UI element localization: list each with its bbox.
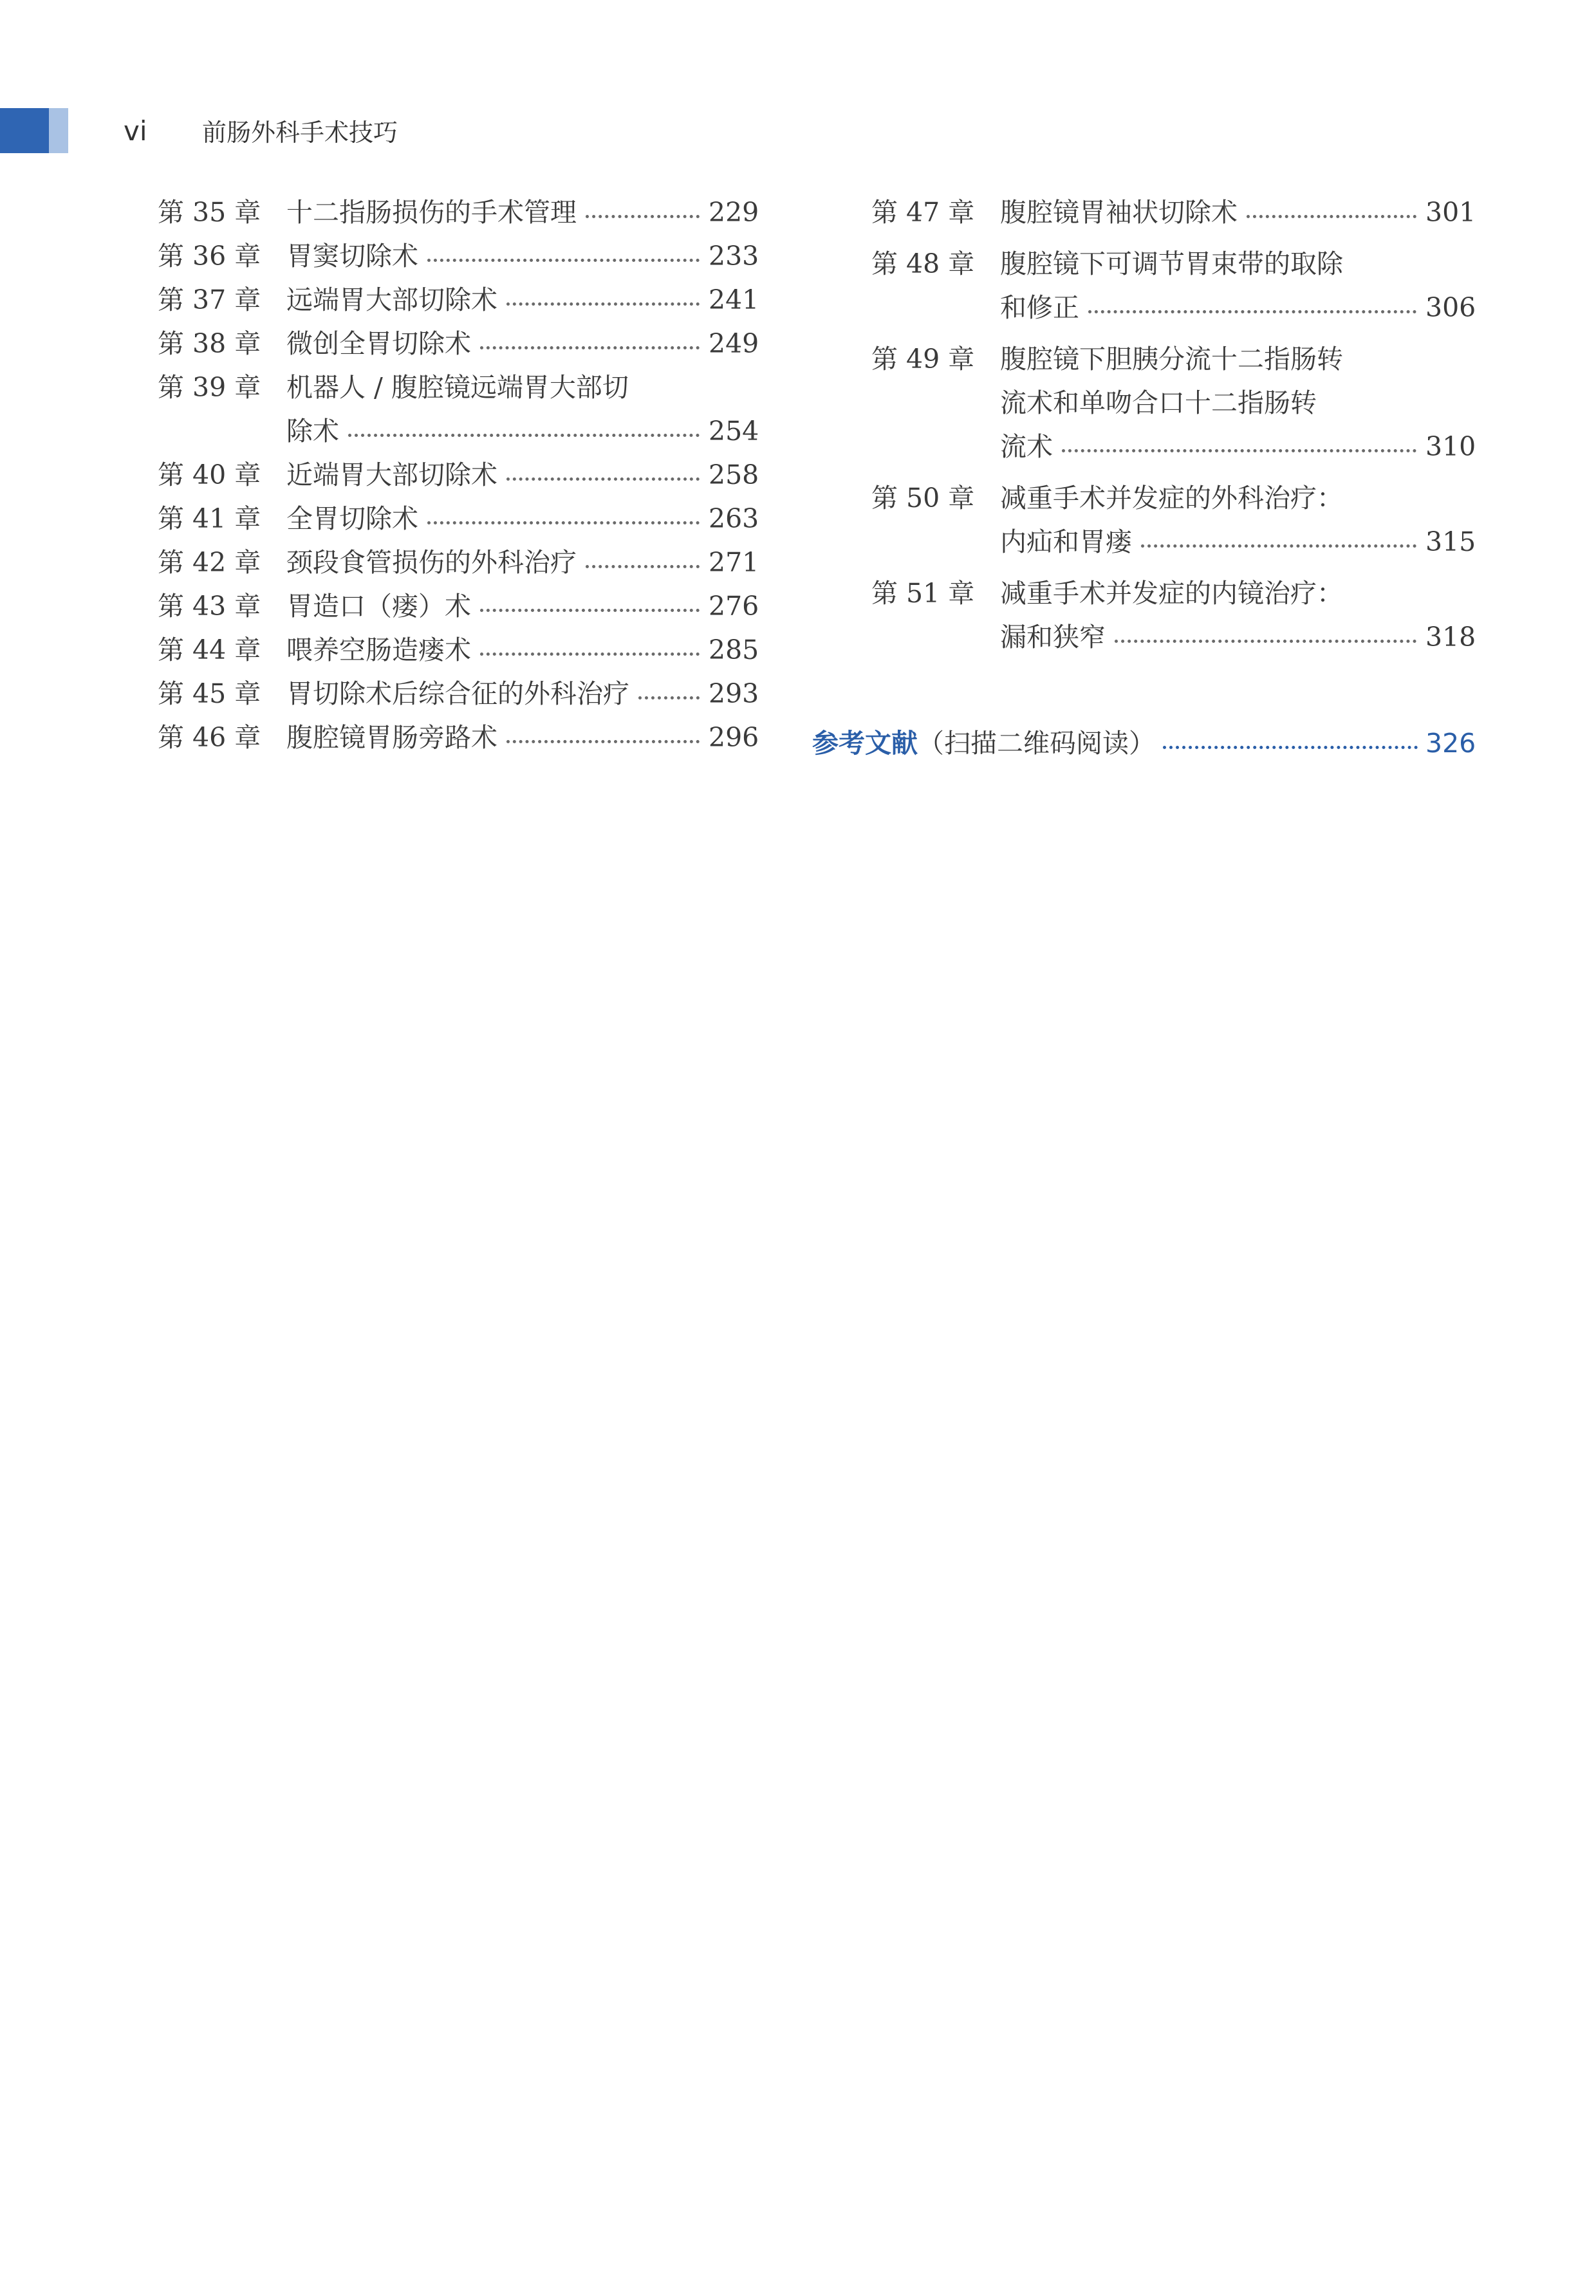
leader-dots <box>480 346 700 349</box>
page-number: 233 <box>709 241 759 272</box>
leader-dots <box>638 696 700 699</box>
leader-dots <box>506 740 700 743</box>
chapter-title: 减重手术并发症的内镜治疗： <box>1000 578 1343 609</box>
page-number: 315 <box>1425 526 1476 557</box>
page-number: 258 <box>709 459 759 490</box>
page-number: 249 <box>709 328 759 359</box>
page-tab-marker <box>0 108 49 153</box>
chapter-title: 腹腔镜下胆胰分流十二指肠转 <box>1000 344 1343 375</box>
toc-entry-line[interactable] <box>871 192 1476 232</box>
page-numeral: vi <box>124 115 147 147</box>
page-number: 293 <box>709 678 759 709</box>
leader-dots <box>506 477 700 481</box>
toc-entry-line[interactable] <box>158 586 759 626</box>
chapter-number: 第 37 章 <box>158 284 261 315</box>
chapter-title: 和修正 <box>1000 292 1079 323</box>
page-number: 271 <box>709 547 759 578</box>
toc-entry-line <box>871 573 1473 613</box>
chapter-title: 胃窦切除术 <box>286 241 418 272</box>
chapter-title: 微创全胃切除术 <box>286 328 471 359</box>
toc-entry-line[interactable] <box>871 522 1476 562</box>
page-number: 229 <box>709 197 759 228</box>
toc-entry-line[interactable] <box>158 630 759 670</box>
leader-dots <box>348 434 700 437</box>
toc-entry-line[interactable] <box>158 455 759 495</box>
chapter-number: 第 41 章 <box>158 503 261 534</box>
page-number: 301 <box>1425 197 1476 228</box>
chapter-title: 远端胃大部切除术 <box>286 284 497 315</box>
chapter-number: 第 47 章 <box>871 197 975 228</box>
leader-dots <box>480 609 700 612</box>
chapter-title: 胃造口（瘘）术 <box>286 591 471 622</box>
chapter-number: 第 42 章 <box>158 547 261 578</box>
chapter-number: 第 49 章 <box>871 344 975 375</box>
leader-dots <box>506 302 700 306</box>
toc-entry-line[interactable] <box>158 499 759 539</box>
leader-dots <box>1088 310 1416 313</box>
chapter-number: 第 45 章 <box>158 678 261 709</box>
page-number: 285 <box>709 634 759 665</box>
toc-entry-line[interactable] <box>158 236 759 276</box>
chapter-number: 第 36 章 <box>158 241 261 272</box>
toc-entry-line[interactable] <box>871 288 1476 328</box>
chapter-number: 第 43 章 <box>158 591 261 622</box>
chapter-number: 第 51 章 <box>871 578 975 609</box>
chapter-title: 流术 <box>1000 431 1053 462</box>
running-header-title: 前肠外科手术技巧 <box>202 118 398 147</box>
references-label: 参考文献 <box>812 728 918 759</box>
page-number: 241 <box>709 284 759 315</box>
leader-dots <box>1163 746 1418 749</box>
leader-dots <box>1141 544 1416 548</box>
page-number: 310 <box>1425 431 1476 462</box>
toc-entry-line <box>871 383 1473 423</box>
toc-entry-line <box>158 367 756 407</box>
chapter-title: 近端胃大部切除术 <box>286 459 497 490</box>
leader-dots <box>586 565 700 568</box>
page-tab-marker-light <box>49 108 68 153</box>
page-number: 254 <box>709 416 759 447</box>
chapter-title: 腹腔镜胃袖状切除术 <box>1000 197 1238 228</box>
chapter-title: 全胃切除术 <box>286 503 418 534</box>
chapter-number: 第 50 章 <box>871 483 975 514</box>
chapter-title: 漏和狭窄 <box>1000 622 1106 653</box>
chapter-title: 腹腔镜胃肠旁路术 <box>286 722 497 753</box>
chapter-title: 十二指肠损伤的手术管理 <box>286 197 577 228</box>
chapter-number: 第 44 章 <box>158 634 261 665</box>
toc-entry-line[interactable] <box>158 542 759 582</box>
leader-dots <box>586 215 700 218</box>
chapter-number: 第 35 章 <box>158 197 261 228</box>
toc-entry-line[interactable] <box>158 192 759 232</box>
leader-dots <box>1062 449 1416 452</box>
toc-entry-line[interactable] <box>871 617 1476 657</box>
toc-entry-line <box>871 478 1473 518</box>
leader-dots <box>1247 215 1416 218</box>
chapter-title: 减重手术并发症的外科治疗： <box>1000 483 1343 514</box>
references-page-number: 326 <box>1425 728 1476 759</box>
toc-entry-line[interactable] <box>158 411 759 451</box>
chapter-title: 内疝和胃瘘 <box>1000 526 1132 557</box>
chapter-title: 除术 <box>286 416 339 447</box>
page-number: 318 <box>1425 622 1476 653</box>
toc-entry-line <box>871 339 1473 379</box>
chapter-title: 流术和单吻合口十二指肠转 <box>1000 387 1317 418</box>
chapter-number: 第 40 章 <box>158 459 261 490</box>
toc-entry-line <box>871 244 1473 284</box>
toc-entry-line[interactable] <box>158 280 759 320</box>
chapter-number: 第 38 章 <box>158 328 261 359</box>
chapter-number: 第 48 章 <box>871 248 975 279</box>
chapter-title: 颈段食管损伤的外科治疗 <box>286 547 577 578</box>
chapter-title: 腹腔镜下可调节胃束带的取除 <box>1000 248 1343 279</box>
leader-dots <box>427 521 700 524</box>
toc-entry-line[interactable] <box>871 427 1476 467</box>
references-entry[interactable] <box>812 723 1476 763</box>
page-number: 276 <box>709 591 759 622</box>
page-number: 263 <box>709 503 759 534</box>
leader-dots <box>427 259 700 262</box>
references-note: （扫描二维码阅读） <box>918 728 1155 759</box>
page-number: 296 <box>709 722 759 753</box>
chapter-title: 胃切除术后综合征的外科治疗 <box>286 678 629 709</box>
chapter-title: 喂养空肠造瘘术 <box>286 634 471 665</box>
leader-dots <box>480 653 700 656</box>
page-number: 306 <box>1425 292 1476 323</box>
chapter-number: 第 46 章 <box>158 722 261 753</box>
chapter-number: 第 39 章 <box>158 372 261 403</box>
toc-entry-line[interactable] <box>158 718 759 757</box>
leader-dots <box>1115 640 1416 643</box>
chapter-title: 机器人 / 腹腔镜远端胃大部切 <box>286 372 629 403</box>
toc-entry-line[interactable] <box>158 324 759 364</box>
toc-entry-line[interactable] <box>158 674 759 714</box>
